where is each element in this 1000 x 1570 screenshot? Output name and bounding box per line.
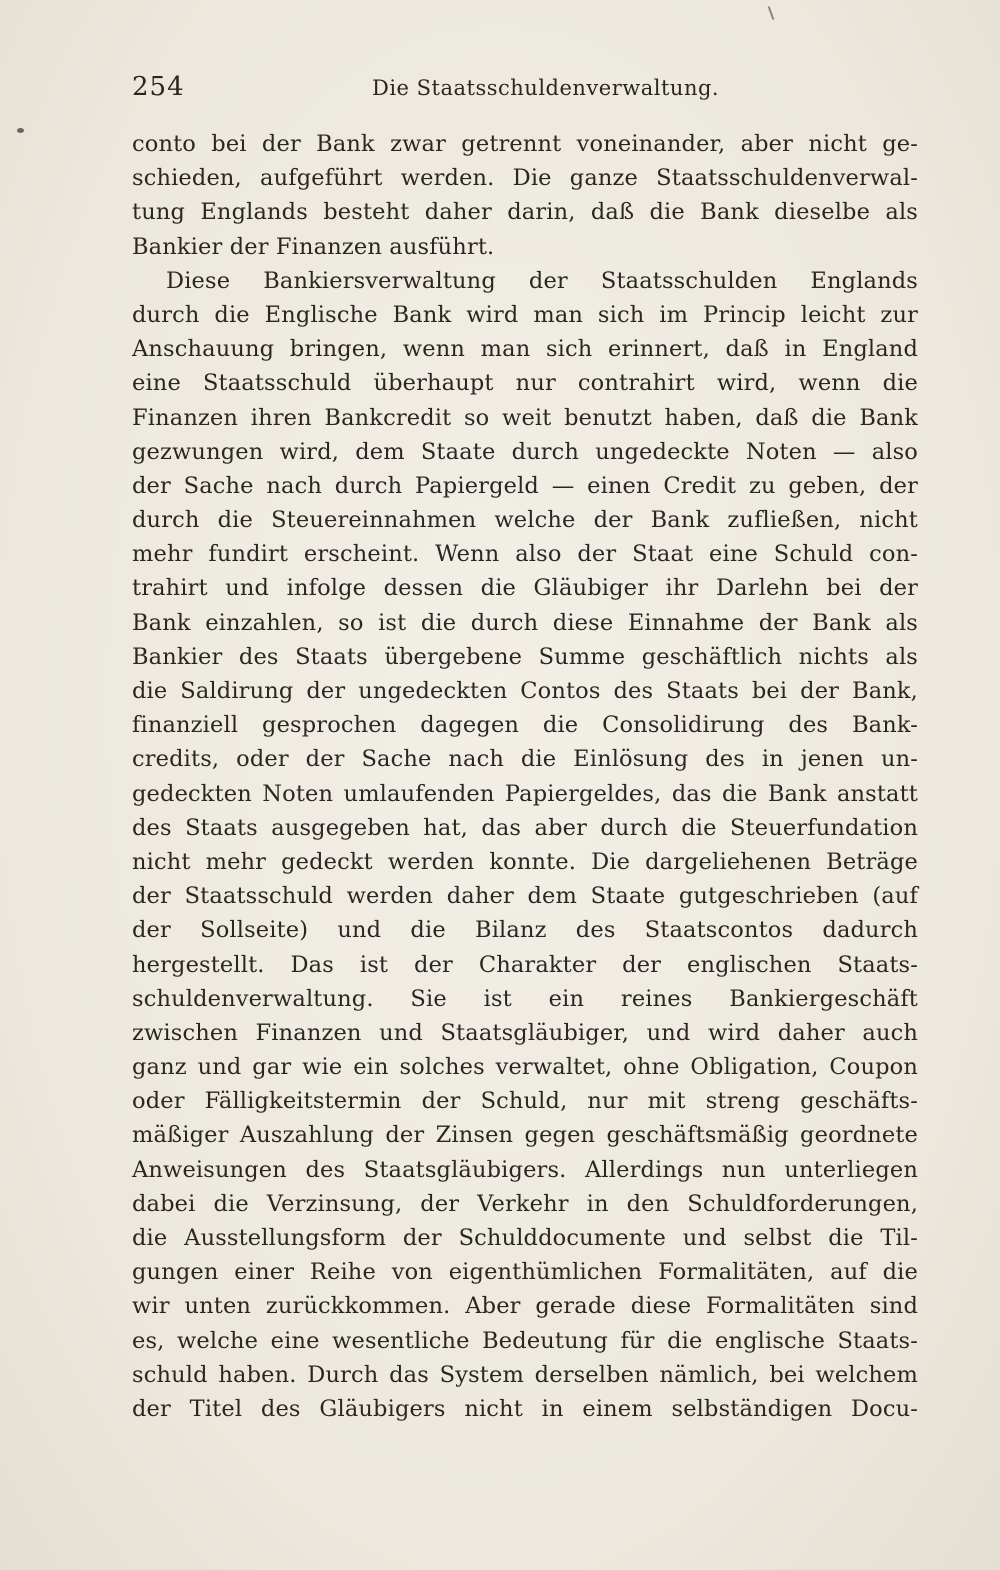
text-line: tung Englands besteht daher darin, daß die Bank dieselbe als	[132, 199, 918, 226]
text-line: durch die Englische Bank wird man sich im Princip leicht zur	[132, 301, 918, 328]
text-line: der Staatsschuld werden daher dem Staate gutgeschrieben (auf	[132, 883, 918, 910]
text-line: die Saldirung der ungedeckten Contos des Staats bei der Bank,	[132, 678, 918, 704]
text-line: nicht mehr gedeckt werden konnte. Die dargeliehenen Beträge	[132, 848, 918, 875]
text-line: oder Fälligkeitstermin der Schuld, nur mit streng geschäfts-	[132, 1088, 918, 1115]
text-line: des Staats ausgegeben hat, das aber durch die Steuerfundation	[132, 814, 918, 841]
text-line: Anschauung bringen, wenn man sich erinnert, daß in England	[132, 336, 918, 363]
text-line: der Sollseite) und die Bilanz des Staatscontos dadurch	[132, 917, 918, 944]
page-header	[132, 72, 916, 108]
text-line: der Sache nach durch Papiergeld — einen Credit zu geben, der	[132, 472, 918, 499]
text-line: es, welche eine wesentliche Bedeutung für die englische Staats-	[132, 1327, 918, 1354]
text-line: Bankier des Staats übergebene Summe geschäftlich nichts als	[132, 643, 918, 670]
text-line: Anweisungen des Staatsgläubigers. Allerdings nun unterliegen	[132, 1156, 918, 1183]
text-line: hergestellt. Das ist der Charakter der englischen Staats-	[132, 951, 918, 978]
text-line: gezwungen wird, dem Staate durch ungedeckte Noten — also	[132, 438, 918, 465]
text-line: der Titel des Gläubigers nicht in einem selbständigen Docu-	[132, 1395, 918, 1422]
text-line: zwischen Finanzen und Staatsgläubiger, und wird daher auch	[132, 1019, 918, 1046]
body-text	[132, 127, 918, 1426]
text-line: die Ausstellungsform der Schulddocumente und selbst die Til-	[132, 1225, 918, 1251]
text-line: dabei die Verzinsung, der Verkehr in den Schuldforderungen,	[132, 1190, 918, 1217]
text-line: schuld haben. Durch das System derselben nämlich, bei welchem	[132, 1361, 918, 1388]
text-line: mäßiger Auszahlung der Zinsen gegen geschäftsmäßig geordnete	[132, 1122, 918, 1149]
text-line: gungen einer Reihe von eigenthümlichen Formalitäten, auf die	[132, 1259, 918, 1286]
text-line: schuldenverwaltung. Sie ist ein reines Bankiergeschäft	[132, 985, 918, 1012]
text-line: eine Staatsschuld überhaupt nur contrahirt wird, wenn die	[132, 370, 918, 397]
text-line: trahirt und infolge dessen die Gläubiger ihr Darlehn bei der	[132, 575, 918, 602]
text-line: credits, oder der Sache nach die Einlösung des in jenen un-	[132, 746, 918, 773]
text-line: wir unten zurückkommen. Aber gerade diese Formalitäten sind	[132, 1293, 918, 1320]
text-line: Diese Bankiersverwaltung der Staatsschulden Englands	[166, 267, 918, 294]
text-line: Finanzen ihren Bankcredit so weit benutzt haben, daß die Bank	[132, 404, 918, 431]
text-line: ganz und gar wie ein solches verwaltet, ohne Obligation, Coupon	[132, 1054, 918, 1081]
text-line: finanziell gesprochen dagegen die Consolidirung des Bank-	[132, 712, 918, 739]
text-line: durch die Steuereinnahmen welche der Bank zufließen, nicht	[132, 507, 918, 534]
text-line: Bankier der Finanzen ausführt.	[132, 233, 495, 260]
text-line: conto bei der Bank zwar getrennt voneinander, aber nicht ge-	[132, 131, 918, 157]
text-line: Bank einzahlen, so ist die durch diese Einnahme der Bank als	[132, 609, 918, 636]
running-head: Die Staatsschuldenverwaltung.	[372, 76, 720, 100]
ink-speck	[17, 128, 24, 133]
text-line: schieden, aufgeführt werden. Die ganze Staatsschuldenverwal-	[132, 165, 918, 192]
text-line: mehr fundirt erscheint. Wenn also der Staat eine Schuld con-	[132, 541, 918, 568]
text-line: gedeckten Noten umlaufenden Papiergeldes, das die Bank anstatt	[132, 780, 918, 807]
scan-mark	[768, 6, 775, 20]
page-number: 254	[132, 72, 185, 102]
